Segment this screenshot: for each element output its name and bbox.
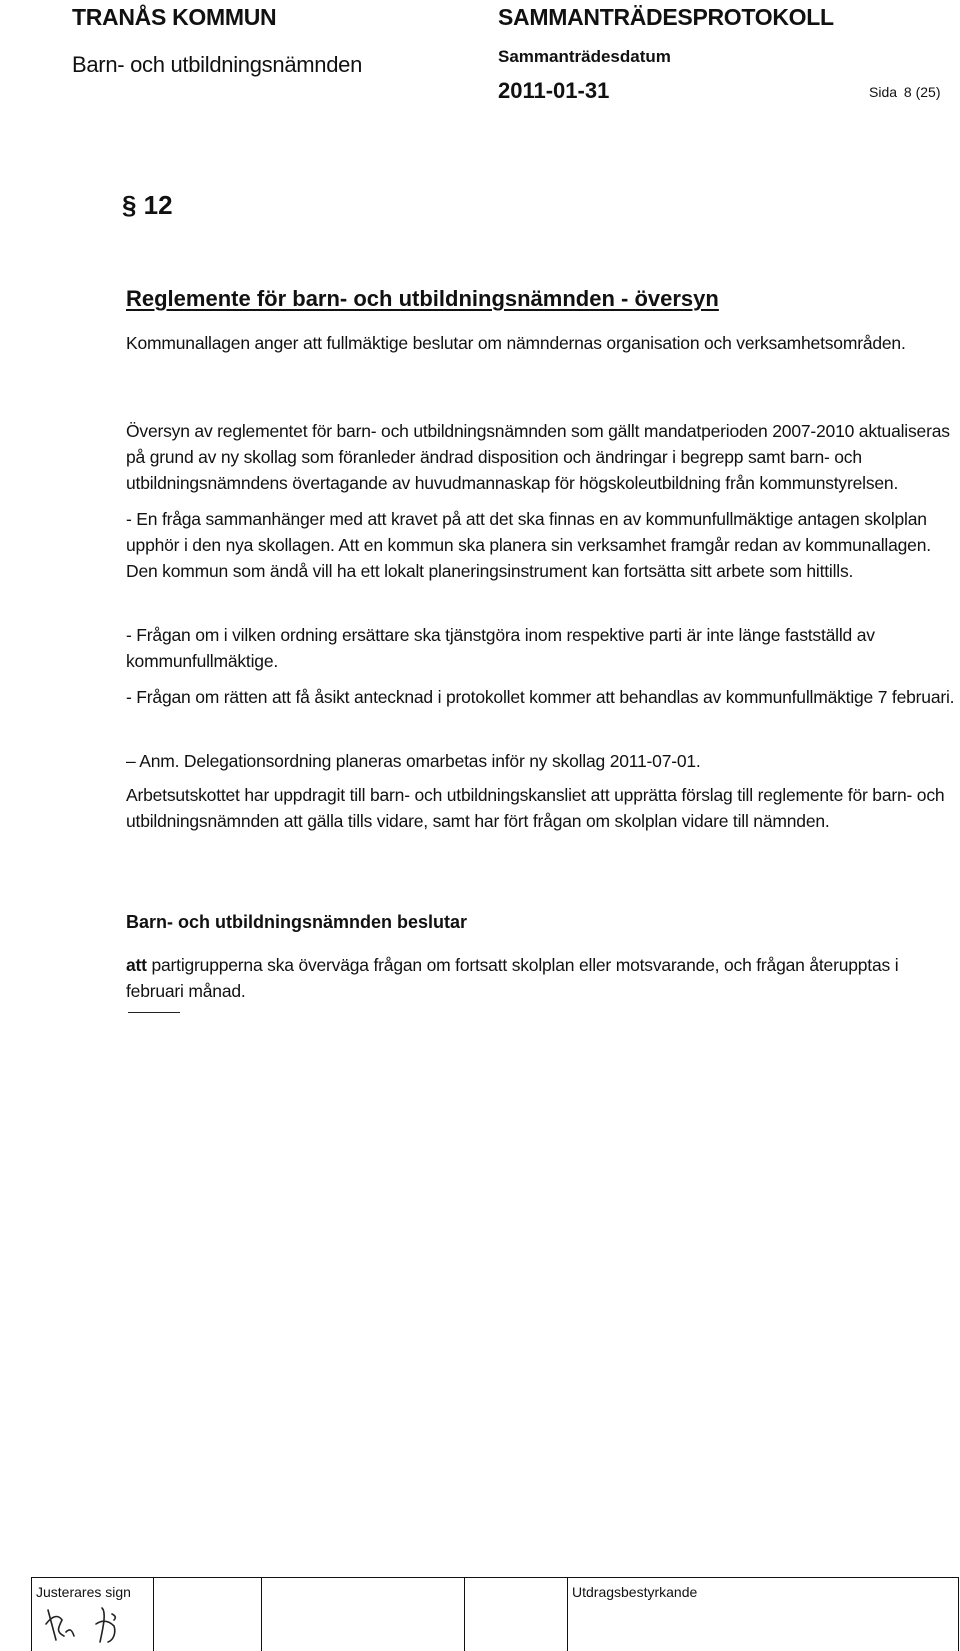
paragraph-delegationsordning: – Anm. Delegationsordning planeras omarbetas inför ny skollag 2011-07-01. xyxy=(126,751,701,771)
footer-cell-divider xyxy=(261,1578,262,1651)
footer-cell-divider xyxy=(153,1578,154,1651)
utdragsbestyrkande-label: Utdragsbestyrkande xyxy=(572,1584,698,1600)
section-end-line xyxy=(128,1012,180,1013)
decision-lead: att xyxy=(126,955,147,975)
municipality-name: TRANÅS KOMMUN xyxy=(72,4,277,30)
justerares-sign-label: Justerares sign xyxy=(36,1584,131,1600)
page-label: Sida xyxy=(869,84,898,100)
footer-cell-divider xyxy=(567,1578,568,1651)
paragraph-ersattare: - Frågan om i vilken ordning ersättare ska tjänstgöra inom respektive parti är inte länge fastställd av kommunfullmäktige. xyxy=(126,625,875,671)
meeting-date: 2011-01-31 xyxy=(498,78,610,103)
committee-name: Barn- och utbildningsnämnden xyxy=(72,52,363,77)
decision-body: partigrupperna ska överväga frågan om fortsatt skolplan eller motsvarande, och frågan återupptas i februari månad. xyxy=(126,955,899,1001)
handwritten-initials-signature xyxy=(42,1602,152,1648)
document-title: SAMMANTRÄDESPROTOKOLL xyxy=(498,4,834,30)
signature-footer xyxy=(31,1577,959,1651)
section-number: § 12 xyxy=(122,190,173,220)
footer-cell-divider xyxy=(464,1578,465,1651)
section-heading: Reglemente för barn- och utbildningsnämnden - översyn xyxy=(126,286,719,311)
paragraph-oversyn: Översyn av reglementet för barn- och utbildningsnämnden som gällt mandatperioden 2007-2010 aktualiseras på grund av ny skollag som föranleder ändrad disposition och ändringar i begrepp samt barn- och utbildningsnämndens övertagande av huvudmannaskap för högskoleutbildning från kommunstyrelsen. xyxy=(126,421,950,493)
paragraph-arbetsutskottet: Arbetsutskottet har uppdragit till barn- och utbildningskansliet att upprätta förslag till reglemente för barn- och utbildningsnämnden att gälla tills vidare, samt har fört frågan om skolplan vidare till nämnden. xyxy=(126,785,945,831)
meeting-date-label: Sammanträdesdatum xyxy=(498,47,671,66)
page-number: 8 (25) xyxy=(903,84,941,100)
paragraph-skolplan: - En fråga sammanhänger med att kravet på att det ska finnas en av kommunfullmäktige antagen skolplan upphör i den nya skollagen. Att en kommun ska planera sin verksamhet framgår redan av kommunallagen. Den kommun som ändå vill ha ett lokalt planeringsinstrument kan fortsätta sitt arbete som hittills. xyxy=(126,509,931,581)
paragraph-asikt: - Frågan om rätten att få åsikt antecknad i protokollet kommer att behandlas av kommunfullmäktige 7 februari. xyxy=(126,687,955,707)
paragraph-kommunallagen: Kommunallagen anger att fullmäktige beslutar om nämndernas organisation och verksamhetsområden. xyxy=(126,333,906,353)
decision-heading: Barn- och utbildningsnämnden beslutar xyxy=(126,912,468,932)
page-indicator xyxy=(866,84,941,100)
decision-text xyxy=(126,952,956,1004)
